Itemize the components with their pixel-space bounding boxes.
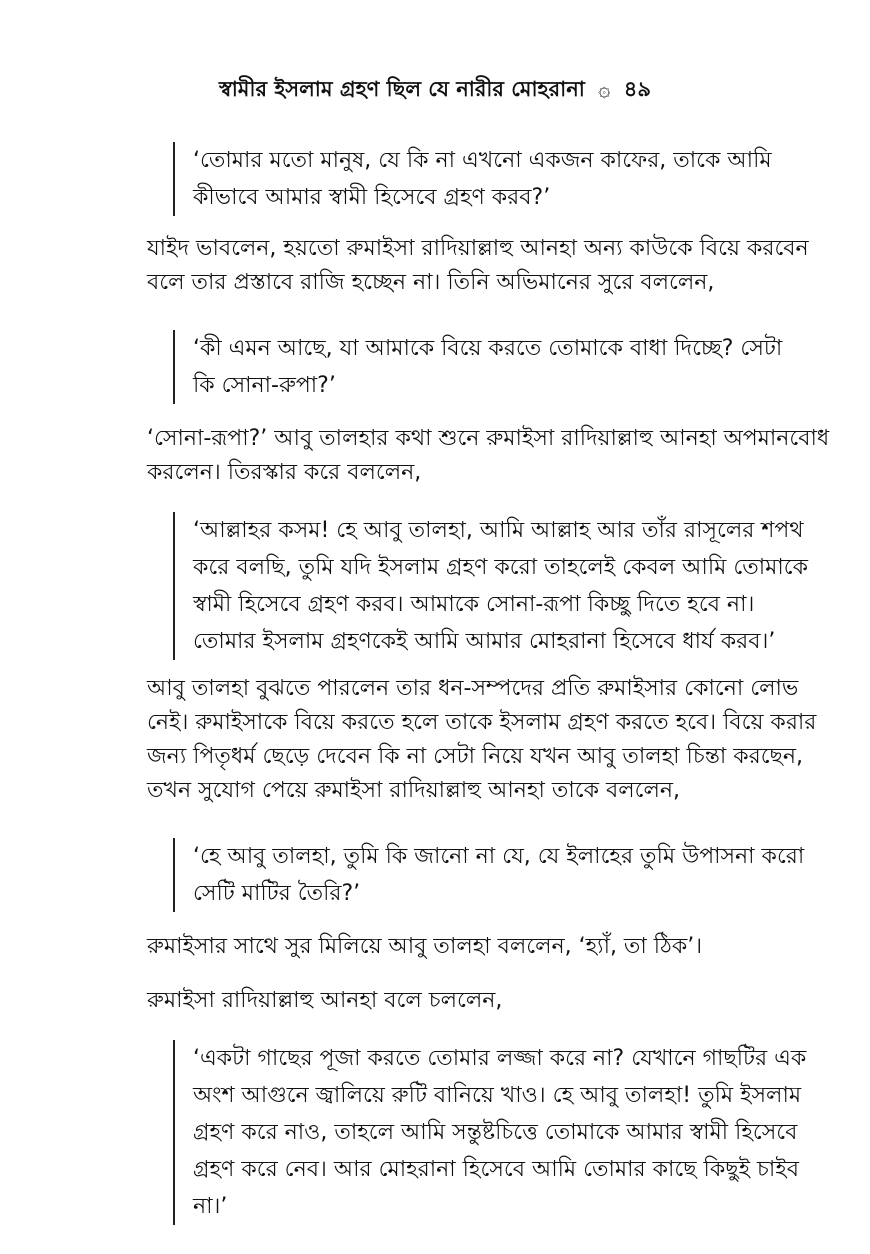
block-quote	[173, 142, 772, 216]
paragraph-line: আবু তালহা বুঝতে পারলেন তার ধন-সম্পদের প্রতি রুমাইসার কোনো লোভ	[147, 676, 799, 701]
body-paragraph	[147, 930, 777, 964]
running-header	[0, 74, 870, 104]
running-header-title: স্বামীর ইসলাম গ্রহণ ছিল যে নারীর মোহরানা	[218, 77, 585, 101]
paragraph-line: রুমাইসার সাথে সুর মিলিয়ে আবু তালহা বললেন, ‘হ্যাঁ, তা ঠিক’।	[147, 934, 703, 959]
body-paragraph	[147, 672, 817, 808]
paragraph-line: বলে তার প্রস্তাবে রাজি হচ্ছেন না। তিনি অভিমানের সুরে বললেন,	[147, 270, 715, 295]
quote-line: তোমার ইসলাম গ্রহণকেই আমি আমার মোহরানা হিসেবে ধার্য করব।’	[193, 629, 776, 654]
quote-line: ‘তোমার মতো মানুষ, যে কি না এখনো একজন কাফের, তাকে আমি	[193, 148, 772, 173]
block-quote	[173, 1040, 807, 1225]
quote-line: করে বলছি, তুমি যদি ইসলাম গ্রহণ করো তাহলেই কেবল আমি তোমাকে	[193, 555, 808, 580]
quote-line: ‘একটা গাছের পূজা করতে তোমার লজ্জা করে না? যেখানে গাছটির এক	[193, 1046, 807, 1071]
quote-line: সেটি মাটির তৈরি?’	[193, 881, 361, 906]
paragraph-line: জন্য পিতৃধর্ম ছেড়ে দেবেন কি না সেটা নিয়ে যখন আবু তালহা চিন্তা করছেন,	[147, 744, 804, 769]
body-paragraph	[147, 232, 809, 300]
quote-line: ‘আল্লাহর কসম! হে আবু তালহা, আমি আল্লাহ আর তাঁর রাসূলের শপথ	[193, 518, 804, 543]
paragraph-line: রুমাইসা রাদিয়াল্লাহু আনহা বলে চললেন,	[147, 988, 503, 1013]
paragraph-line: যাইদ ভাবলেন, হয়তো রুমাইসা রাদিয়াল্লাহু আনহা অন্য কাউকে বিয়ে করবেন	[147, 236, 809, 261]
quote-line: কি সোনা-রুপা?’	[193, 373, 336, 398]
quote-line: কীভাবে আমার স্বামী হিসেবে গ্রহণ করব?’	[193, 185, 551, 210]
quote-line: ‘হে আবু তালহা, তুমি কি জানো না যে, যে ইলাহের তুমি উপাসনা করো	[193, 844, 805, 869]
quote-line: গ্রহণ করে নাও, তাহলে আমি সন্তুষ্টচিত্তে তোমাকে আমার স্বামী হিসেবে	[193, 1120, 798, 1145]
paragraph-line: নেই। রুমাইসাকে বিয়ে করতে হলে তাকে ইসলাম গ্রহণ করতে হবে। বিয়ে করার	[147, 710, 817, 735]
quote-line: গ্রহণ করে নেব। আর মোহরানা হিসেবে আমি তোমার কাছে কিছুই চাইব	[193, 1157, 799, 1182]
paragraph-line: ‘সোনা-রূপা?’ আবু তালহার কথা শুনে রুমাইসা রাদিয়াল্লাহু আনহা অপমানবোধ	[147, 426, 830, 451]
block-quote	[173, 838, 805, 912]
paragraph-line: করলেন। তিরস্কার করে বললেন,	[147, 460, 422, 485]
block-quote	[173, 512, 808, 660]
body-paragraph	[147, 422, 830, 490]
quote-line: অংশ আগুনে জ্বালিয়ে রুটি বানিয়ে খাও। হে আবু তালহা! তুমি ইসলাম	[193, 1083, 802, 1108]
page-number: ৪৯	[623, 77, 652, 101]
quote-line: না।’	[193, 1194, 228, 1219]
ornament-separator-icon: ۞	[598, 77, 611, 101]
paragraph-line: তখন সুযোগ পেয়ে রুমাইসা রাদিয়াল্লাহু আনহা তাকে বললেন,	[147, 778, 680, 803]
quote-line: স্বামী হিসেবে গ্রহণ করব। আমাকে সোনা-রূপা কিচ্ছু দিতে হবে না।	[193, 592, 755, 617]
body-paragraph	[147, 984, 777, 1018]
quote-line: ‘কী এমন আছে, যা আমাকে বিয়ে করতে তোমাকে বাধা দিচ্ছে? সেটা	[193, 336, 783, 361]
block-quote	[173, 330, 783, 404]
